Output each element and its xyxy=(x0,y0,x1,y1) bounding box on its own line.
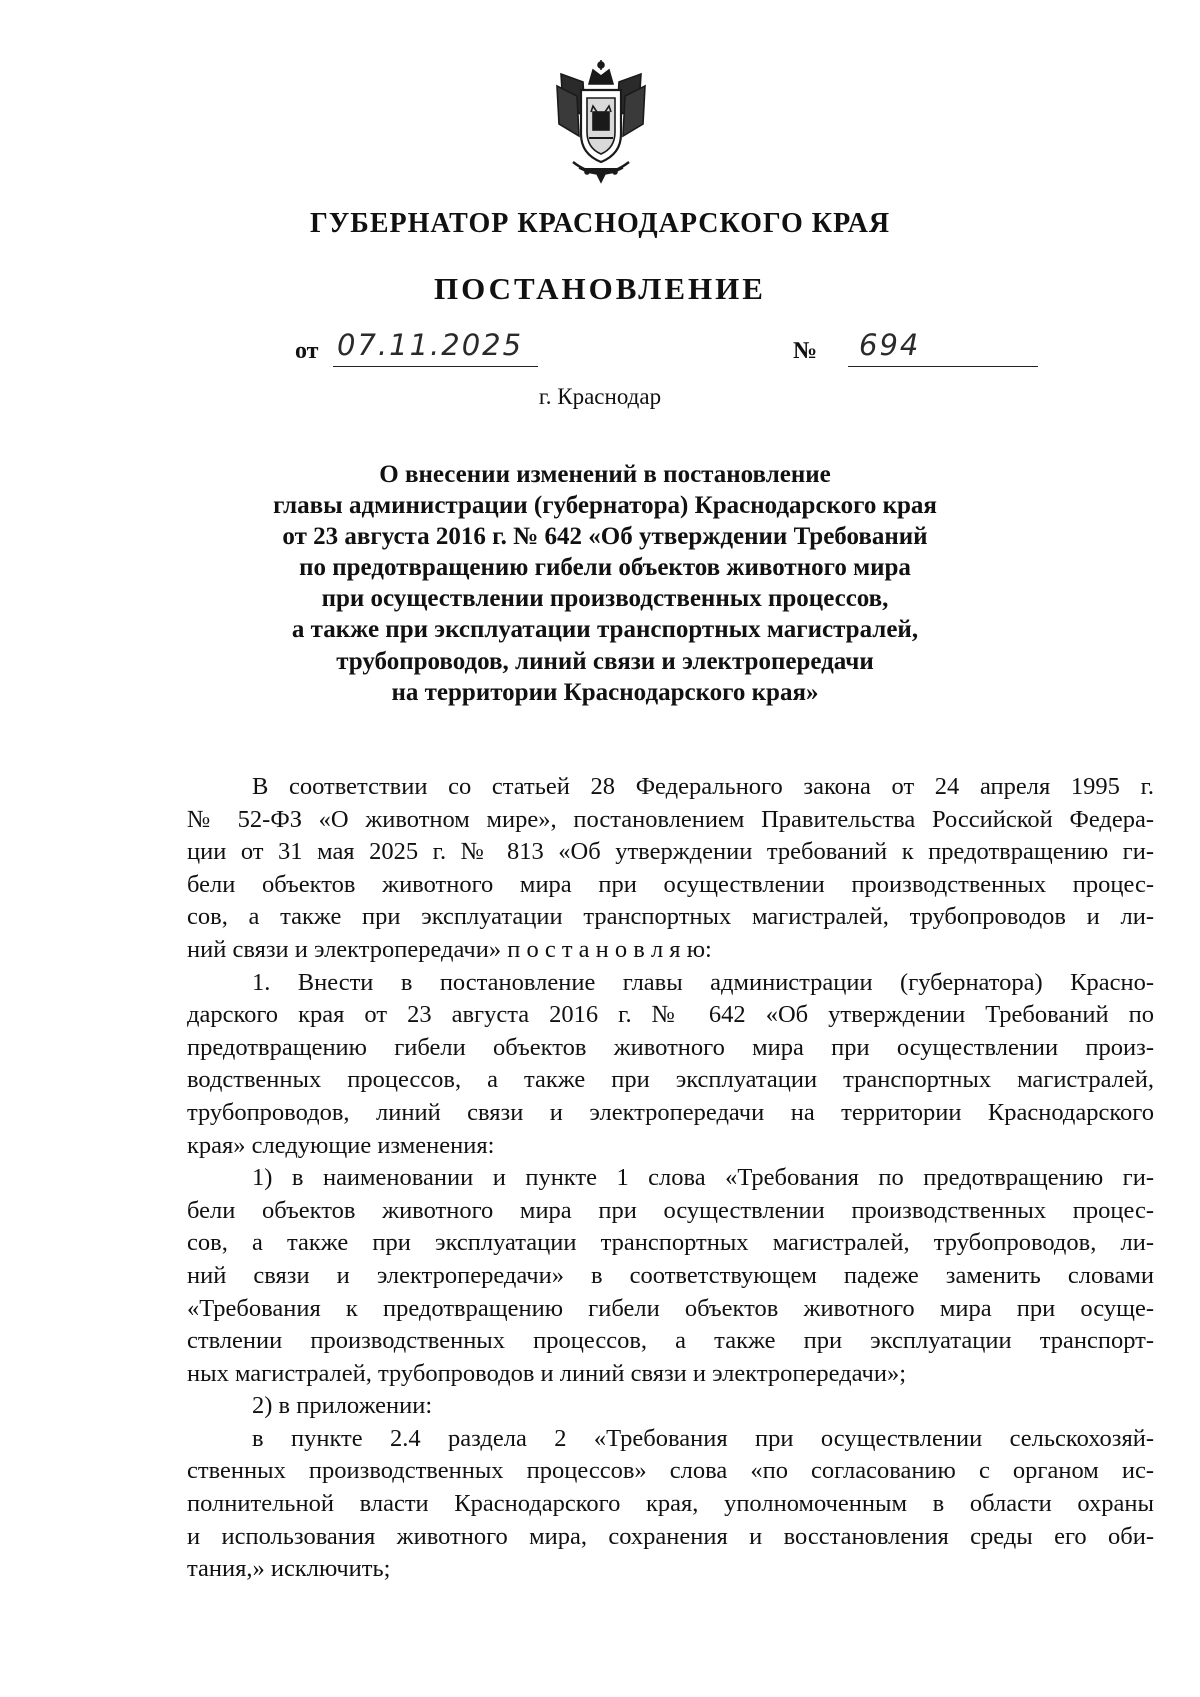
body-line: 1. Внести в постановление главы администрации (губернатора) Красно- xyxy=(252,968,1154,996)
body-line: предотвращению гибели объектов животного мира при осуществлении произ- xyxy=(187,1033,1154,1061)
handwritten-number: 694 xyxy=(859,328,921,362)
body-line: дарского края от 23 августа 2016 г. № 642 «Об утверждении Требований по xyxy=(187,1001,1154,1029)
body-line: ственных производственных процессов» слова «по согласованию с органом ис- xyxy=(187,1457,1154,1485)
date-underline xyxy=(333,366,538,367)
body-line: трубопроводов, линий связи и электропередачи на территории Краснодарского xyxy=(187,1098,1154,1126)
body-line: бели объектов животного мира при осуществлении производственных процес- xyxy=(187,1196,1154,1224)
heading-line: от 23 августа 2016 г. № 642 «Об утверждении Требований xyxy=(282,523,928,551)
body-line: бели объектов животного мира при осуществлении производственных процес- xyxy=(187,870,1154,898)
body-line: края» следующие изменения: xyxy=(187,1131,495,1159)
body-line: 1) в наименовании и пункте 1 слова «Требования по предотвращению ги- xyxy=(252,1164,1154,1192)
document-body xyxy=(187,771,1154,1586)
body-line: сов, а также при эксплуатации транспортных магистралей, трубопроводов и ли- xyxy=(187,903,1154,931)
heading-line: на территории Краснодарского края» xyxy=(391,678,819,706)
body-line: 2) в приложении: xyxy=(252,1392,433,1420)
heading-line: при осуществлении производственных процессов, xyxy=(321,585,889,613)
heading-line: главы администрации (губернатора) Краснодарского края xyxy=(273,492,937,520)
krasnodar-coat-of-arms-icon xyxy=(553,56,649,188)
document-heading xyxy=(245,459,965,708)
body-line: полнительной власти Краснодарского края, уполномоченным в области охраны xyxy=(187,1490,1154,1518)
body-line: ных магистралей, трубопроводов и линий связи и электропередачи»; xyxy=(187,1359,907,1387)
date-label: от xyxy=(295,338,319,364)
handwritten-date: 07.11.2025 xyxy=(337,328,524,362)
heading-line: по предотвращению гибели объектов животного мира xyxy=(299,554,911,582)
body-line: «Требования к предотвращению гибели объектов животного мира при осуще- xyxy=(187,1294,1154,1322)
heading-line: О внесении изменений в постановление xyxy=(379,461,831,488)
body-line: в пункте 2.4 раздела 2 «Требования при осуществлении сельскохозяй- xyxy=(252,1424,1154,1452)
body-line: тания,» исключить; xyxy=(187,1555,391,1583)
body-line: ции от 31 мая 2025 г. № 813 «Об утверждении требований к предотвращению ги- xyxy=(187,838,1154,866)
number-underline xyxy=(848,366,1038,367)
body-line: сов, а также при эксплуатации транспортных магистралей, трубопроводов, ли- xyxy=(187,1229,1154,1257)
body-line: ний связи и электропередачи» п о с т а н о в л я ю: xyxy=(187,935,712,963)
number-label: № xyxy=(793,338,818,364)
body-line: В соответствии со статьей 28 Федерального закона от 24 апреля 1995 г. xyxy=(252,773,1154,800)
document-type-title: ПОСТАНОВЛЕНИЕ xyxy=(434,271,766,306)
city: г. Краснодар xyxy=(538,384,662,409)
body-line: ний связи и электропередачи» в соответствующем падеже заменить словами xyxy=(187,1261,1154,1289)
issuing-authority: ГУБЕРНАТОР КРАСНОДАРСКОГО КРАЯ xyxy=(309,208,891,239)
date-number-line xyxy=(295,328,1035,376)
body-line: водственных процессов, а также при эксплуатации транспортных магистралей, xyxy=(187,1066,1154,1094)
heading-line: трубопроводов, линий связи и электропередачи xyxy=(336,647,874,675)
heading-line: а также при эксплуатации транспортных магистралей, xyxy=(291,616,919,644)
body-line: ствлении производственных процессов, а также при эксплуатации транспорт- xyxy=(187,1327,1154,1355)
body-line: № 52-ФЗ «О животном мире», постановлением Правительства Российской Федера- xyxy=(187,805,1154,833)
body-line: и использования животного мира, сохранения и восстановления среды его оби- xyxy=(187,1522,1154,1550)
